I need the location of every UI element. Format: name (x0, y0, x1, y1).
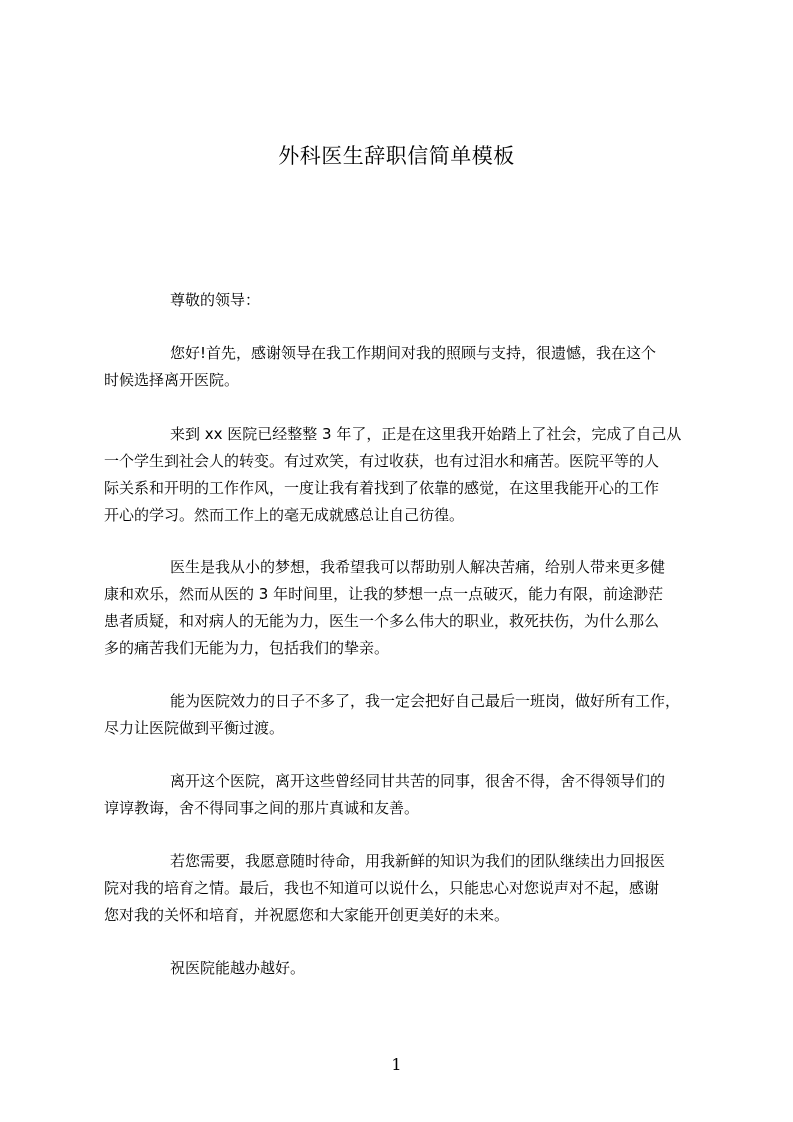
paragraph-2-line-3: 际关系和开明的工作作风，一度让我有着找到了依靠的感觉，在这里我能开心的工作 (104, 479, 660, 497)
paragraph-3-line-3: 患者质疑，和对病人的无能为力，医生一个多么伟大的职业，救死扶伤，为什么那么 (104, 612, 660, 630)
paragraph-4-line-2: 尽力让医院做到平衡过渡。 (104, 719, 285, 737)
paragraph-2-line-1: 来到 xx 医院已经整整 3 年了，正是在这里我开始踏上了社会，完成了自己从 (170, 425, 682, 443)
paragraph-6-line-1: 若您需要，我愿意随时待命，用我新鲜的知识为我们的团队继续出力回报医 (170, 852, 666, 870)
page-number: 1 (391, 1055, 402, 1074)
paragraph-5-line-1: 离开这个医院，离开这些曾经同甘共苦的同事，很舍不得，舍不得领导们的 (170, 772, 666, 790)
paragraph-6-line-3: 您对我的关怀和培育，并祝愿您和大家能开创更美好的未来。 (104, 906, 510, 924)
paragraph-2-line-4: 开心的学习。然而工作上的毫无成就感总让自己彷徨。 (104, 506, 465, 524)
paragraph-4-line-1: 能为医院效力的日子不多了，我一定会把好自己最后一班岗，做好所有工作， (170, 692, 681, 710)
paragraph-5-line-2: 谆谆教诲，舍不得同事之间的那片真诚和友善。 (104, 799, 420, 817)
paragraph-3-line-4: 多的痛苦我们无能为力，包括我们的挚亲。 (104, 639, 390, 657)
salutation: 尊敬的领导： (170, 291, 261, 309)
paragraph-1-line-1: 您好!首先，感谢领导在我工作期间对我的照顾与支持，很遗憾，我在这个 (170, 344, 657, 362)
paragraph-6-line-2: 院对我的培育之情。最后，我也不知道可以说什么，只能忠心对您说声对不起，感谢 (104, 879, 660, 897)
closing-line: 祝医院能越办越好。 (170, 959, 306, 977)
paragraph-2-line-2: 一个学生到社会人的转变。有过欢笑，有过收获，也有过泪水和痛苦。医院平等的人 (104, 452, 660, 470)
paragraph-3-line-1: 医生是我从小的梦想，我希望我可以帮助别人解决苦痛，给别人带来更多健 (170, 558, 666, 576)
paragraph-3-line-2: 康和欢乐，然而从医的 3 年时间里，让我的梦想一点一点破灭，能力有限，前途渺茫 (104, 585, 664, 603)
document-title: 外科医生辞职信简单模板 (278, 144, 515, 168)
paragraph-1-line-2: 时候选择离开医院。 (104, 371, 240, 389)
